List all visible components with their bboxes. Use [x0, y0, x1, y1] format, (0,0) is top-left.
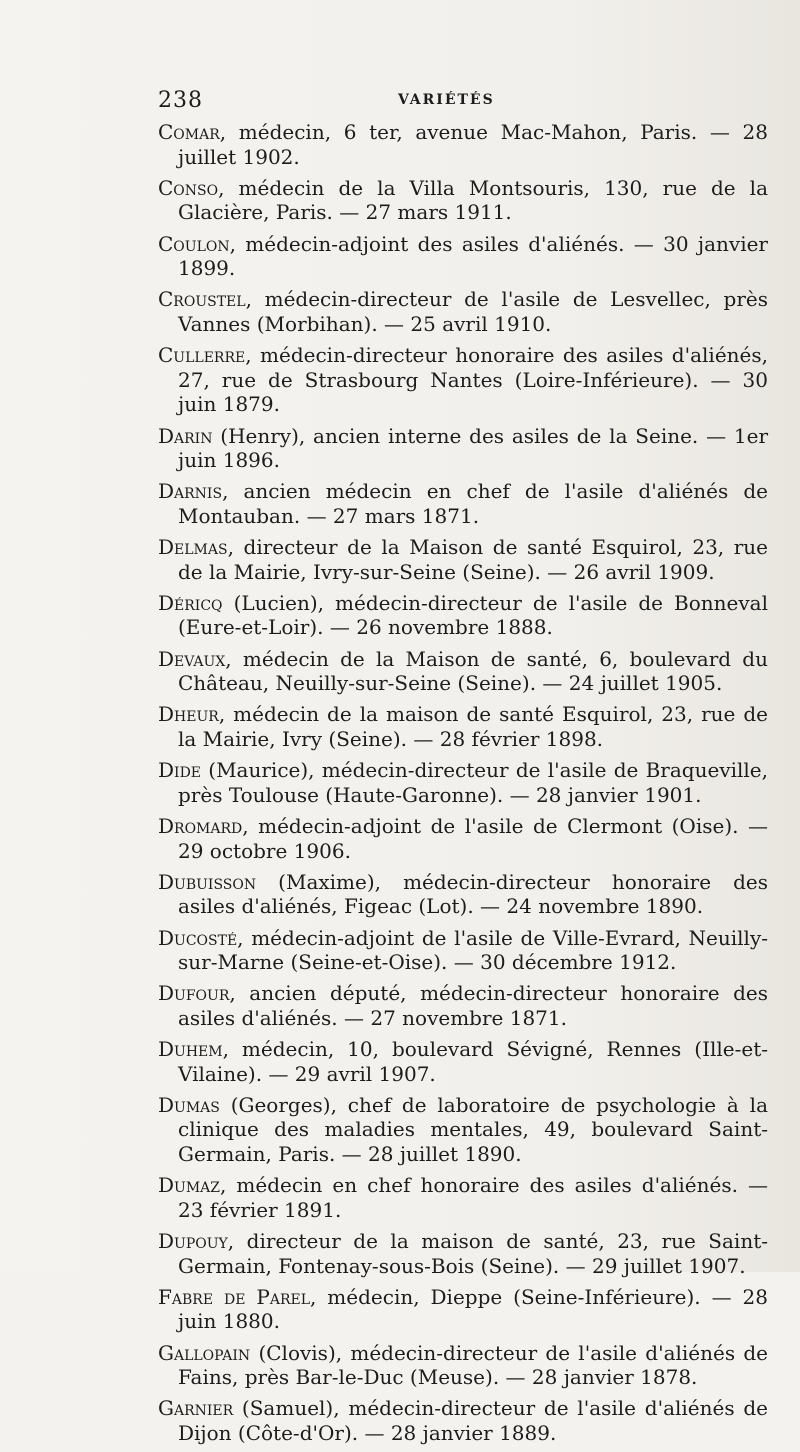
entry-name: Dide: [158, 758, 202, 783]
entry-name: Dufour: [158, 981, 230, 1006]
entry-name: Ducosté: [158, 925, 238, 950]
entry-text: , directeur de la Maison de santé Esquirol, 23, rue de la Mairie, Ivry-sur-Seine (Seine). — 26 avril 1909.: [178, 535, 768, 584]
entry-text: , médecin de la maison de santé Esquirol, 23, rue de la Mairie, Ivry (Seine). — 28 février 1898.: [178, 702, 768, 751]
entry-text: , médecin-directeur de l'asile de Lesvellec, près Vannes (Morbihan). — 25 avril 1910.: [178, 287, 768, 336]
entry-text: , médecin-adjoint de l'asile de Ville-Evrard, Neuilly-sur-Marne (Seine-et-Oise). — 30 décembre 1912.: [178, 925, 768, 975]
entry-text: , médecin en chef honoraire des asiles d'aliénés. — 23 février 1891.: [178, 1173, 768, 1222]
entry-name: Garnier: [158, 1396, 234, 1421]
entry-item: [158, 814, 768, 863]
page-number: 238: [158, 88, 203, 113]
entry-name: Dromard: [158, 813, 243, 838]
entry-item: [158, 870, 768, 919]
entry-text: , ancien médecin en chef de l'asile d'aliénés de Montauban. — 27 mars 1871.: [178, 479, 768, 528]
entry-text: (Maxime), médecin-directeur honoraire des asiles d'aliénés, Figeac (Lot). — 24 novembre 1890.: [178, 869, 768, 919]
entry-item: [158, 424, 768, 473]
entry-item: [158, 479, 768, 528]
entry-item: [158, 926, 768, 975]
entry-name: Darin: [158, 423, 213, 448]
entry-item: [158, 176, 768, 225]
entry-text: (Clovis), médecin-directeur de l'asile d'aliénés de Fains, près Bar-le-Duc (Meuse). — 28 janvier 1878.: [178, 1340, 768, 1390]
entry-text: (Georges), chef de laboratoire de psychologie à la clinique des maladies mentales, 49, boulevard Saint-Germain, Paris. — 28 juillet 1890.: [178, 1092, 768, 1167]
entry-item: [158, 1093, 768, 1167]
entry-name: Comar: [158, 120, 220, 144]
entry-item: [158, 1037, 768, 1086]
entry-name: Cullerre: [158, 343, 246, 368]
entry-text: , médecin, 10, boulevard Sévigné, Rennes (Ille-et-Vilaine). — 29 avril 1907.: [178, 1037, 768, 1086]
entry-text: (Henry), ancien interne des asiles de la Seine. — 1er juin 1896.: [178, 423, 768, 473]
entry-text: , directeur de la maison de santé, 23, rue Saint-Germain, Fontenay-sous-Bois (Seine). — 29 juillet 1907.: [178, 1229, 768, 1278]
entry-item: [158, 647, 768, 696]
entry-text: (Maurice), médecin-directeur de l'asile de Braqueville, près Toulouse (Haute-Garonne). — 28 janvier 1901.: [178, 758, 768, 807]
entry-name: Conso: [158, 175, 219, 200]
entry-item: [158, 343, 768, 417]
entry-name: Dumas: [158, 1092, 220, 1117]
entry-item: [158, 120, 768, 169]
entry-name: Coulon: [158, 231, 230, 256]
entry-item: [158, 287, 768, 336]
entry-name: Dumaz: [158, 1173, 221, 1198]
entry-text: , ancien député, médecin-directeur honoraire des asiles d'aliénés. — 27 novembre 1871.: [178, 981, 768, 1030]
entry-item: [158, 1173, 768, 1222]
entry-text: , médecin-adjoint de l'asile de Clermont (Oise). — 29 octobre 1906.: [178, 813, 768, 863]
entry-name: Devaux: [158, 646, 226, 671]
entry-name: Delmas: [158, 535, 228, 560]
entry-text: , médecin-adjoint des asiles d'aliénés. — 30 janvier 1899.: [178, 231, 768, 281]
entry-text: , médecin, Dieppe (Seine-Inférieure). — 28 juin 1880.: [178, 1284, 768, 1334]
entry-name: Gallopain: [158, 1340, 251, 1365]
entry-item: [158, 232, 768, 281]
entry-name: Fabre de Parel: [158, 1284, 310, 1309]
entry-text: , médecin, 6 ter, avenue Mac-Mahon, Paris. — 28 juillet 1902.: [178, 120, 768, 169]
entry-item: [158, 591, 768, 640]
entry-item: [158, 535, 768, 584]
entry-text: , médecin de la Maison de santé, 6, boulevard du Château, Neuilly-sur-Seine (Seine). — 24 juillet 1905.: [178, 646, 768, 696]
entry-item: [158, 1341, 768, 1390]
entry-item: [158, 702, 768, 751]
entry-item: [158, 1285, 768, 1334]
entry-item: [158, 1229, 768, 1278]
entry-name: Déricq: [158, 590, 223, 615]
entry-text: , médecin-directeur honoraire des asiles d'aliénés, 27, rue de Strasbourg Nantes (Loire-Inférieure). — 30 juin 1879.: [178, 343, 768, 417]
entry-item: [158, 758, 768, 807]
running-title: VARIÉTÉS: [398, 92, 495, 108]
page-header: [158, 88, 758, 118]
entry-name: Duhem: [158, 1037, 223, 1062]
entry-item: [158, 1396, 768, 1445]
entry-list: [158, 120, 768, 1452]
entry-item: [158, 981, 768, 1030]
entry-name: Darnis: [158, 479, 223, 504]
entry-name: Dubuisson: [158, 869, 257, 894]
entry-text: (Samuel), médecin-directeur de l'asile d'aliénés de Dijon (Côte-d'Or). — 28 janvier 1889.: [178, 1396, 768, 1445]
entry-name: Dupouy: [158, 1229, 228, 1254]
entry-text: , médecin de la Villa Montsouris, 130, rue de la Glacière, Paris. — 27 mars 1911.: [178, 175, 768, 225]
entry-name: Dheur: [158, 702, 219, 727]
entry-text: (Lucien), médecin-directeur de l'asile de Bonneval (Eure-et-Loir). — 26 novembre 1888.: [178, 590, 768, 640]
entry-name: Croustel: [158, 287, 246, 312]
